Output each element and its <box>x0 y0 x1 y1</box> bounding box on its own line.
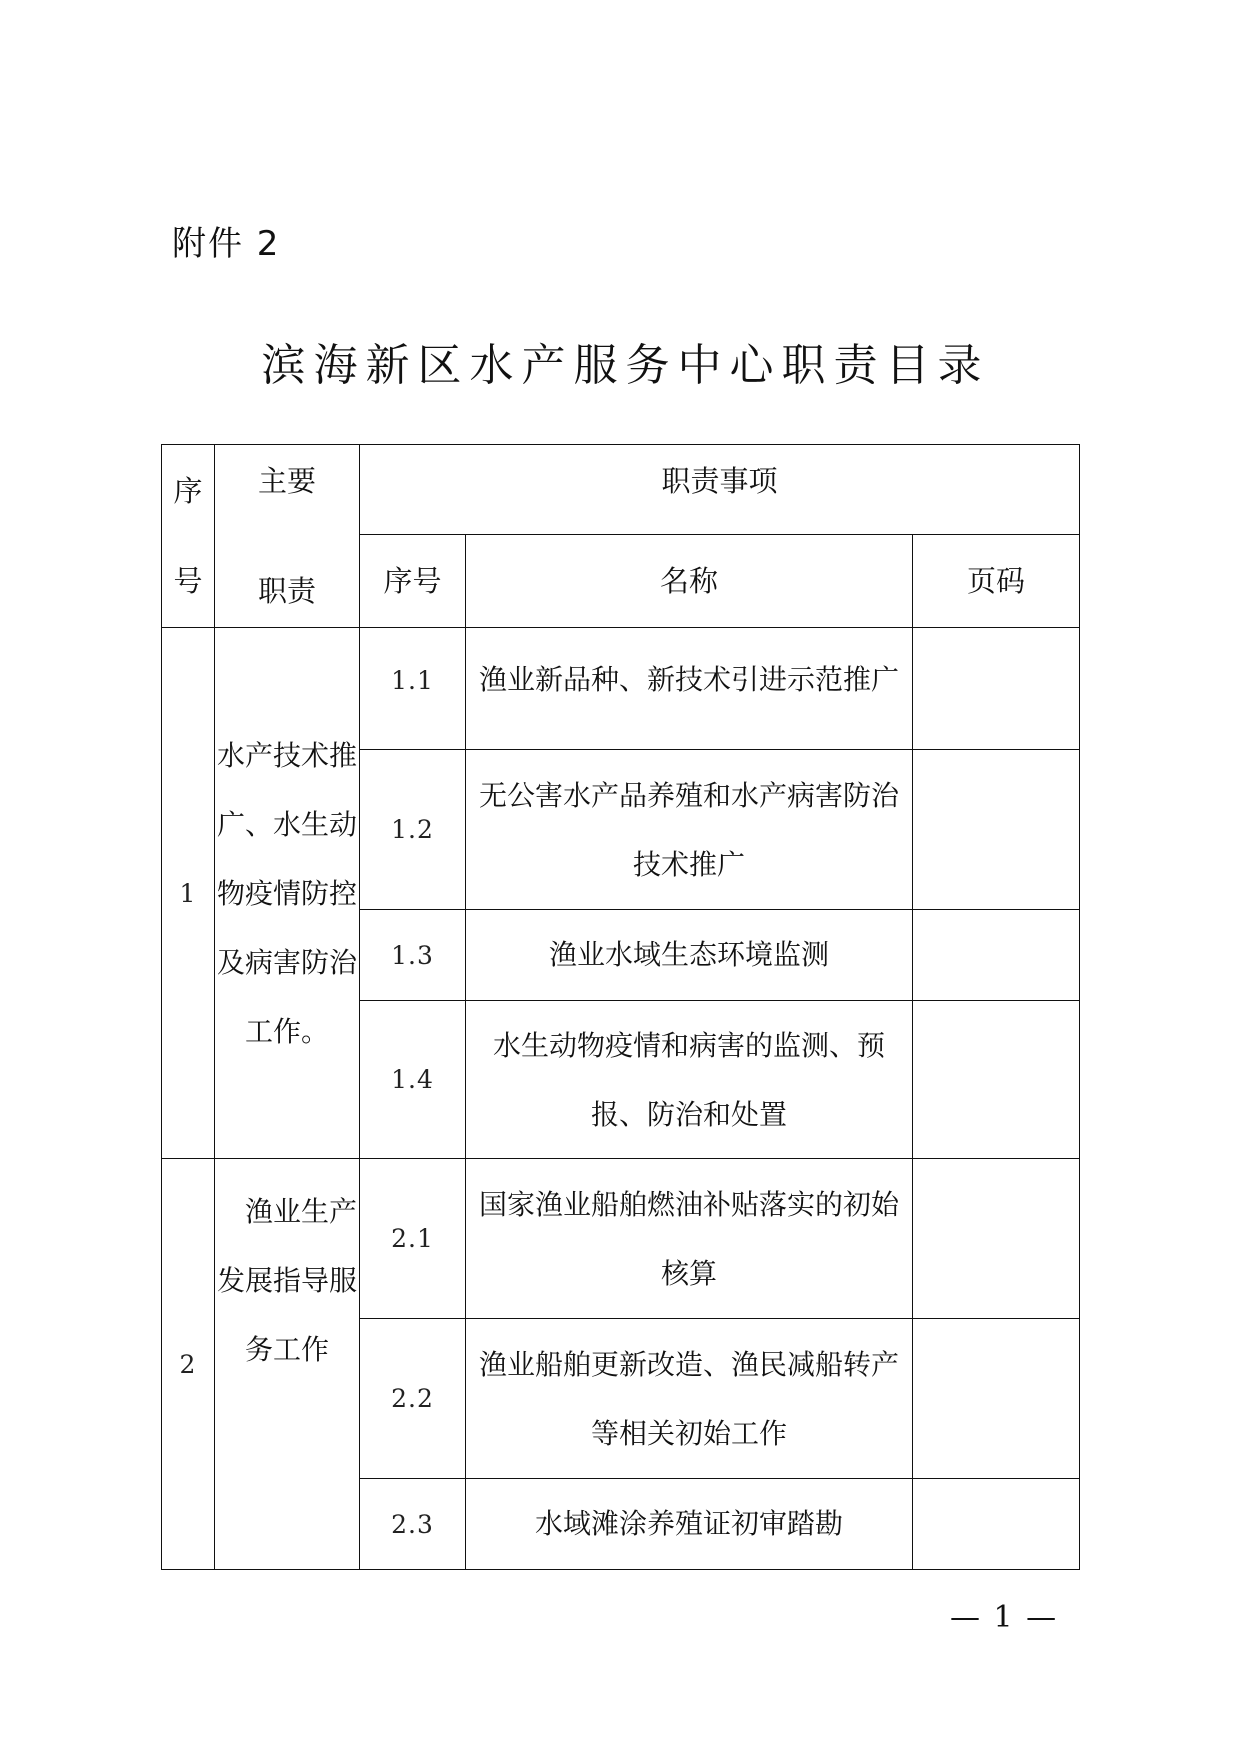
header-index-cell <box>162 445 215 628</box>
header-main-duty-cell <box>215 445 360 628</box>
item-page <box>913 628 1080 750</box>
item-index: 1.2 <box>360 750 466 910</box>
item-page <box>913 910 1080 1001</box>
header-main-duty-line-2: 职责 <box>257 574 316 608</box>
item-index: 1.1 <box>360 628 466 750</box>
table-row <box>162 1159 1080 1319</box>
item-name: 国家渔业船舶燃油补贴落实的初始核算 <box>466 1159 913 1319</box>
item-page <box>913 1159 1080 1319</box>
item-name: 渔业水域生态环境监测 <box>466 910 913 1001</box>
item-name: 渔业新品种、新技术引进示范推广 <box>466 628 913 750</box>
item-index: 1.3 <box>360 910 466 1001</box>
group-index: 2 <box>162 1159 215 1570</box>
document-title: 滨海新区水产服务中心职责目录 <box>261 340 990 391</box>
item-index: 2.3 <box>360 1479 466 1570</box>
main-duty-text: 渔业生产发展指导服务工作 <box>215 1159 360 1570</box>
item-name: 水域滩涂养殖证初审踏勘 <box>466 1479 913 1570</box>
header-page: 页码 <box>913 535 1080 628</box>
header-name: 名称 <box>466 535 913 628</box>
item-index: 2.1 <box>360 1159 466 1319</box>
item-page <box>913 1479 1080 1570</box>
header-index-line-2: 号 <box>173 564 203 598</box>
item-index: 1.4 <box>360 1001 466 1159</box>
duty-catalog-table <box>161 444 1080 1570</box>
item-page <box>913 1319 1080 1479</box>
item-name: 渔业船舶更新改造、渔民减船转产等相关初始工作 <box>466 1319 913 1479</box>
table-header-row-1 <box>162 445 1080 535</box>
item-name: 无公害水产品养殖和水产病害防治技术推广 <box>466 750 913 910</box>
item-page <box>913 1001 1080 1159</box>
table-row <box>162 628 1080 750</box>
header-duty-items: 职责事项 <box>360 445 1080 535</box>
item-page <box>913 750 1080 910</box>
main-duty-text: 水产技术推广、水生动物疫情防控及病害防治工作。 <box>215 628 360 1159</box>
item-name: 水生动物疫情和病害的监测、预报、防治和处置 <box>466 1001 913 1159</box>
attachment-label: 附件 2 <box>172 224 281 264</box>
page-number: — 1 — <box>950 1600 1059 1635</box>
group-index: 1 <box>162 628 215 1159</box>
item-index: 2.2 <box>360 1319 466 1479</box>
header-main-duty-line-1: 主要 <box>257 464 316 498</box>
header-index-line-1: 序 <box>173 474 203 508</box>
header-sub-index: 序号 <box>360 535 466 628</box>
